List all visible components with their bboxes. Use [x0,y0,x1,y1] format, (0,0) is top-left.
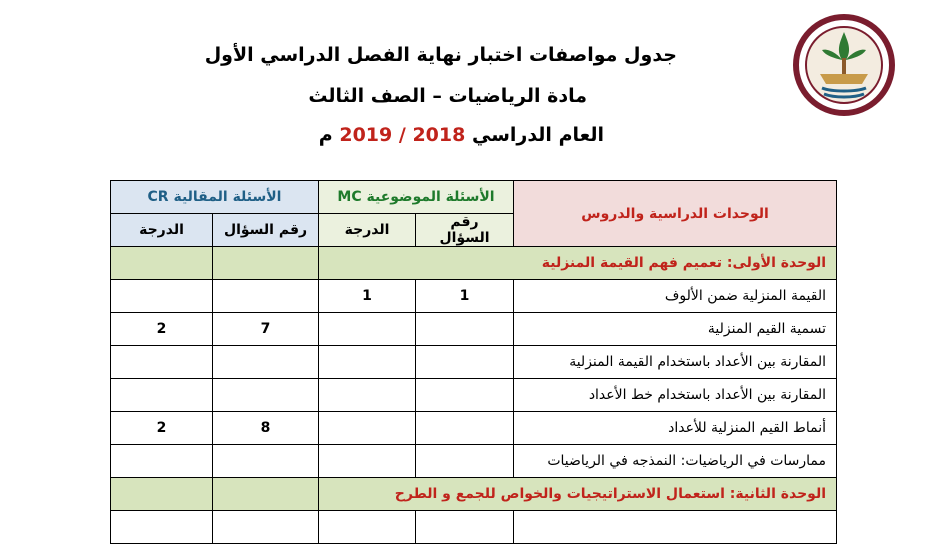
table-row [111,412,837,445]
cr-question-no [213,346,319,379]
unit-title: الوحدة الثانية: استعمال الاستراتيجيات والخواص للجمع و الطرح [319,478,837,511]
table-row [111,346,837,379]
table-row [111,280,837,313]
table-cell [213,511,319,544]
unit-row [111,247,837,280]
cr-question-no [213,280,319,313]
year-separator: / [398,124,406,146]
unit-row [111,478,837,511]
lesson-name: تسمية القيم المنزلية [514,313,837,346]
header-cr: الأسئلة المقالية CR [111,181,319,214]
year-suffix: م [318,124,333,146]
year-start: 2018 [412,124,466,146]
header-mc: الأسئلة الموضوعية MC [319,181,514,214]
cr-grade: 2 [111,313,213,346]
mc-grade [319,346,416,379]
cr-question-no [213,379,319,412]
page-title: جدول مواصفات اختبار نهاية الفصل الدراسي الأول [204,44,677,66]
table-row [111,379,837,412]
year-end: 2019 [339,124,393,146]
mc-grade [319,313,416,346]
document-header [0,0,932,180]
mc-question-no [416,412,514,445]
mc-grade [319,412,416,445]
mc-question-no: 1 [416,280,514,313]
table-cell [111,247,213,280]
cr-question-no: 8 [213,412,319,445]
academic-year-line [319,124,604,146]
mc-question-no [416,346,514,379]
lesson-name: المقارنة بين الأعداد باستخدام القيمة المنزلية [514,346,837,379]
table-cell [319,511,416,544]
header-units-lessons: الوحدات الدراسية والدروس [514,181,837,247]
year-label: العام الدراسي [471,124,604,146]
table-header-row [111,181,837,214]
table-row [111,511,837,544]
mc-question-no [416,379,514,412]
cr-question-no-header: رقم السؤال [213,214,319,247]
table-cell [416,511,514,544]
cr-grade [111,445,213,478]
cr-grade [111,280,213,313]
table-row [111,445,837,478]
cr-grade-header: الدرجة [111,214,213,247]
mc-grade-header: الدرجة [319,214,416,247]
specification-table [110,180,837,544]
cr-question-no [213,445,319,478]
mc-grade [319,379,416,412]
mc-question-no [416,445,514,478]
lesson-name: المقارنة بين الأعداد باستخدام خط الأعداد [514,379,837,412]
mc-question-no-header: رقم السؤال [416,214,514,247]
cr-grade: 2 [111,412,213,445]
table-cell [111,478,213,511]
table-cell [213,478,319,511]
mc-grade: 1 [319,280,416,313]
ministry-logo-icon [792,10,896,120]
cr-question-no: 7 [213,313,319,346]
lesson-name: القيمة المنزلية ضمن الألوف [514,280,837,313]
lesson-name: أنماط القيم المنزلية للأعداد [514,412,837,445]
lesson-name: ممارسات في الرياضيات: النمذجه في الرياضيات [514,445,837,478]
subject-grade-line: مادة الرياضيات – الصف الثالث [308,85,587,107]
cr-grade [111,346,213,379]
unit-title: الوحدة الأولى: تعميم فهم القيمة المنزلية [319,247,837,280]
cr-grade [111,379,213,412]
table-cell [213,247,319,280]
mc-question-no [416,313,514,346]
mc-grade [319,445,416,478]
table-row [111,313,837,346]
table-cell [111,511,213,544]
lesson-name [514,511,837,544]
